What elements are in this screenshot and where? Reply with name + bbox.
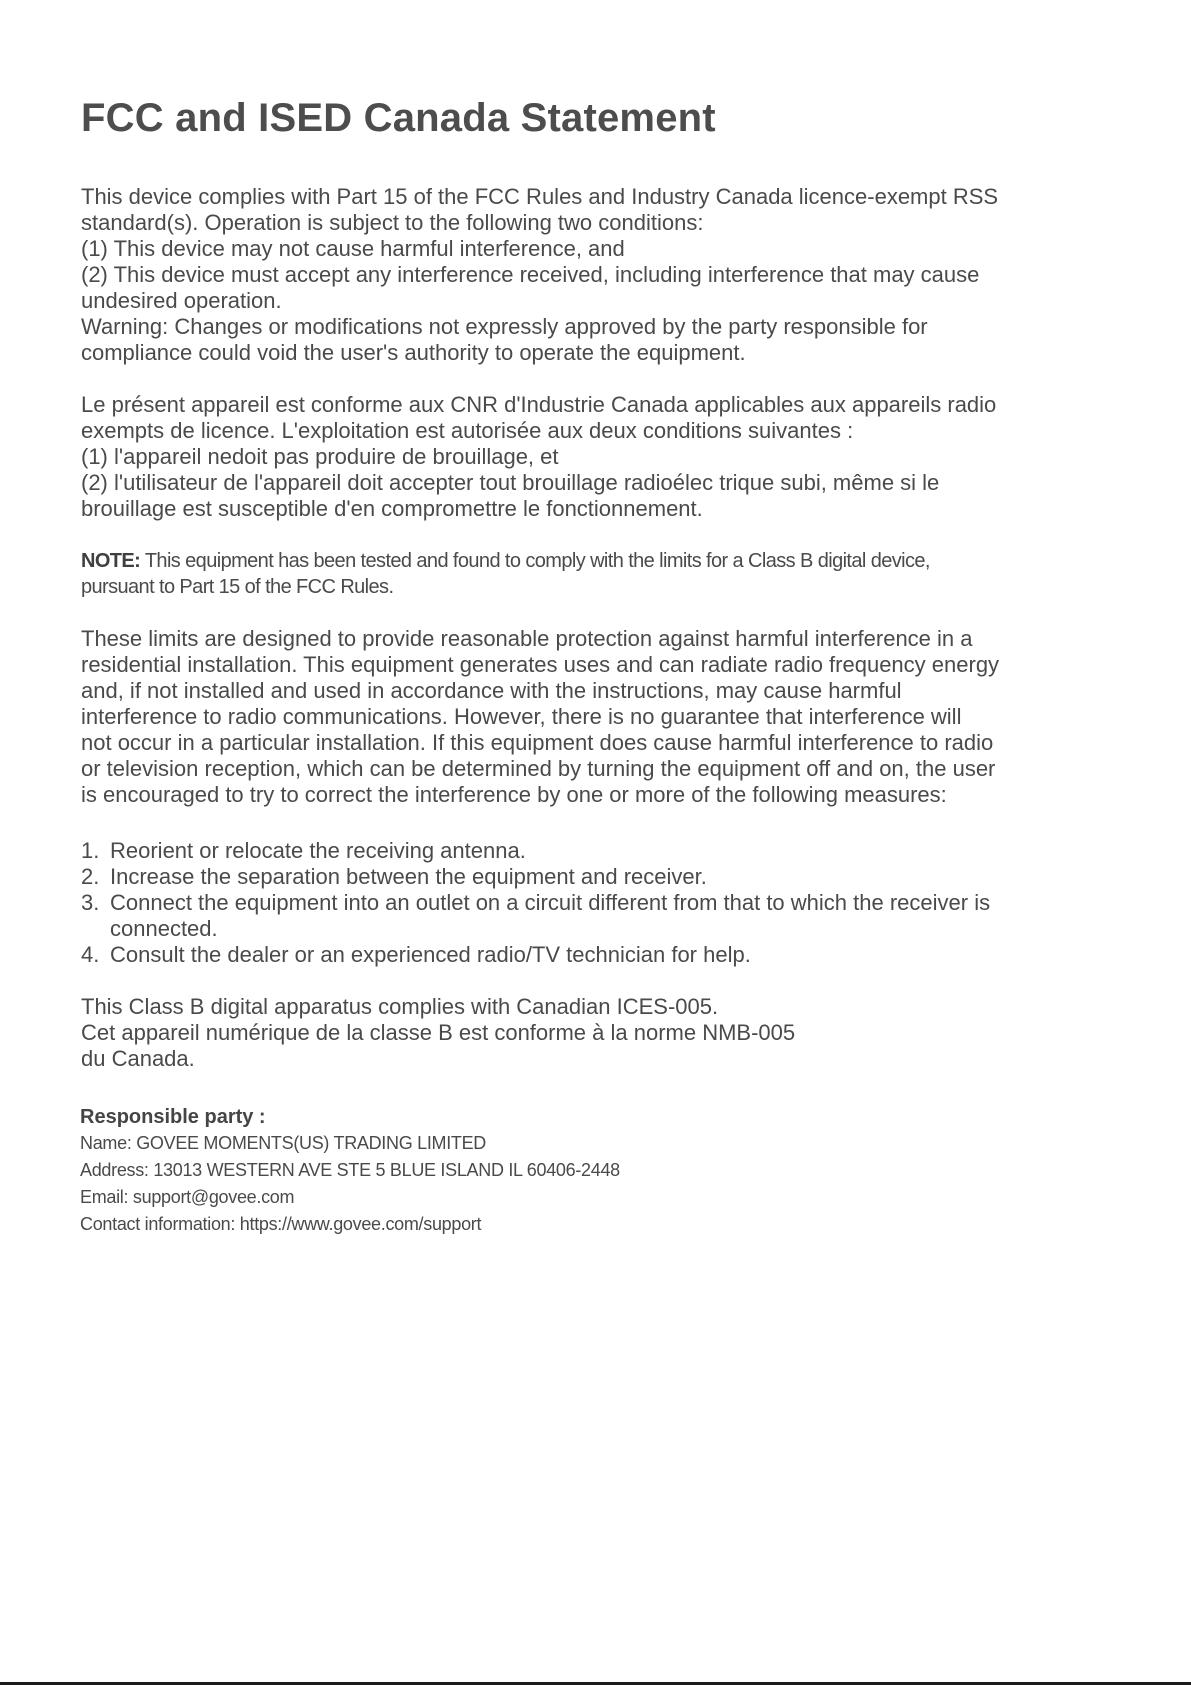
text-line: du Canada. [81,1046,195,1071]
list-item [81,864,1151,890]
note-paragraph [81,548,1151,600]
list-item [81,890,1151,942]
text-line: These limits are designed to provide reasonable protection against harmful interference in a [81,626,973,651]
text-line: (2) l'utilisateur de l'appareil doit accepter tout brouillage radioélec trique subi, même si le [81,470,940,495]
page-title: FCC and ISED Canada Statement [81,96,716,140]
responsible-address: Address: 13013 WESTERN AVE STE 5 BLUE ISLAND IL 60406-2448 [80,1160,620,1180]
text-line: interference to radio communications. However, there is no guarantee that interference will [81,704,962,729]
text-line: not occur in a particular installation. If this equipment does cause harmful interference to radio [81,730,994,755]
limits-paragraph [81,626,1151,808]
spacer [81,1072,1151,1104]
text-line: Cet appareil numérique de la classe B est conforme à la norme NMB-005 [81,1020,796,1045]
list-item [81,942,1151,968]
text-line: or television reception, which can be determined by turning the equipment off and on, the user [81,756,996,781]
responsible-email: Email: support@govee.com [80,1187,295,1207]
text-line: Warning: Changes or modifications not expressly approved by the party responsible for [81,314,928,339]
list-text: Consult the dealer or an experienced radio/TV technician for help. [110,942,751,967]
text-line: compliance could void the user's authority to operate the equipment. [81,340,746,365]
text-line: standard(s). Operation is subject to the following two conditions: [81,210,704,235]
text-line: This Class B digital apparatus complies with Canadian ICES-005. [81,994,719,1019]
list-text: Connect the equipment into an outlet on a circuit different from that to which the receiver is [110,890,991,915]
list-number: 4. [81,942,100,967]
responsible-contact: Contact information: https://www.govee.com/support [80,1214,482,1234]
list-item [81,838,1151,864]
responsible-name: Name: GOVEE MOMENTS(US) TRADING LIMITED [80,1133,487,1153]
text-line: undesired operation. [81,288,282,313]
list-number: 1. [81,838,100,863]
note-label: NOTE: [81,550,141,572]
document-content [81,92,1151,1238]
spacer [81,522,1151,548]
list-text: Increase the separation between the equipment and receiver. [110,864,707,889]
text-line: residential installation. This equipment generates uses and can radiate radio frequency energy [81,652,1000,677]
note-line: pursuant to Part 15 of the FCC Rules. [81,576,394,598]
note-text: This equipment has been tested and found to comply with the limits for a Class B digital device, [140,550,930,572]
text-line: (1) l'appareil nedoit pas produire de brouillage, et [81,444,559,469]
list-text: Reorient or relocate the receiving antenna. [110,838,526,863]
text-line: (2) This device must accept any interference received, including interference that may cause [81,262,980,287]
responsible-party-section [80,1104,1151,1238]
text-line: brouillage est susceptible d'en compromettre le fonctionnement. [81,496,703,521]
french-compliance-paragraph [81,392,1151,522]
text-line: Le présent appareil est conforme aux CNR d'Industrie Canada applicables aux appareils radio [81,392,997,417]
text-line: (1) This device may not cause harmful interference, and [81,236,625,261]
list-number: 2. [81,864,100,889]
spacer [81,808,1151,838]
text-line: and, if not installed and used in accordance with the instructions, may cause harmful [81,678,902,703]
text-line: exempts de licence. L'exploitation est autorisée aux deux conditions suivantes : [81,418,854,443]
ices-paragraph [81,994,1151,1072]
measures-list [81,838,1151,968]
spacer [81,600,1151,626]
fcc-compliance-paragraph [81,184,1151,366]
list-text-continued: connected. [110,916,218,941]
list-number: 3. [81,890,100,915]
spacer [81,968,1151,994]
responsible-party-heading: Responsible party : [80,1106,266,1128]
text-line: This device complies with Part 15 of the FCC Rules and Industry Canada licence-exempt RSS [81,184,999,209]
note-line [81,548,1151,574]
text-line: is encouraged to try to correct the interference by one or more of the following measures: [81,782,947,807]
spacer [81,366,1151,392]
